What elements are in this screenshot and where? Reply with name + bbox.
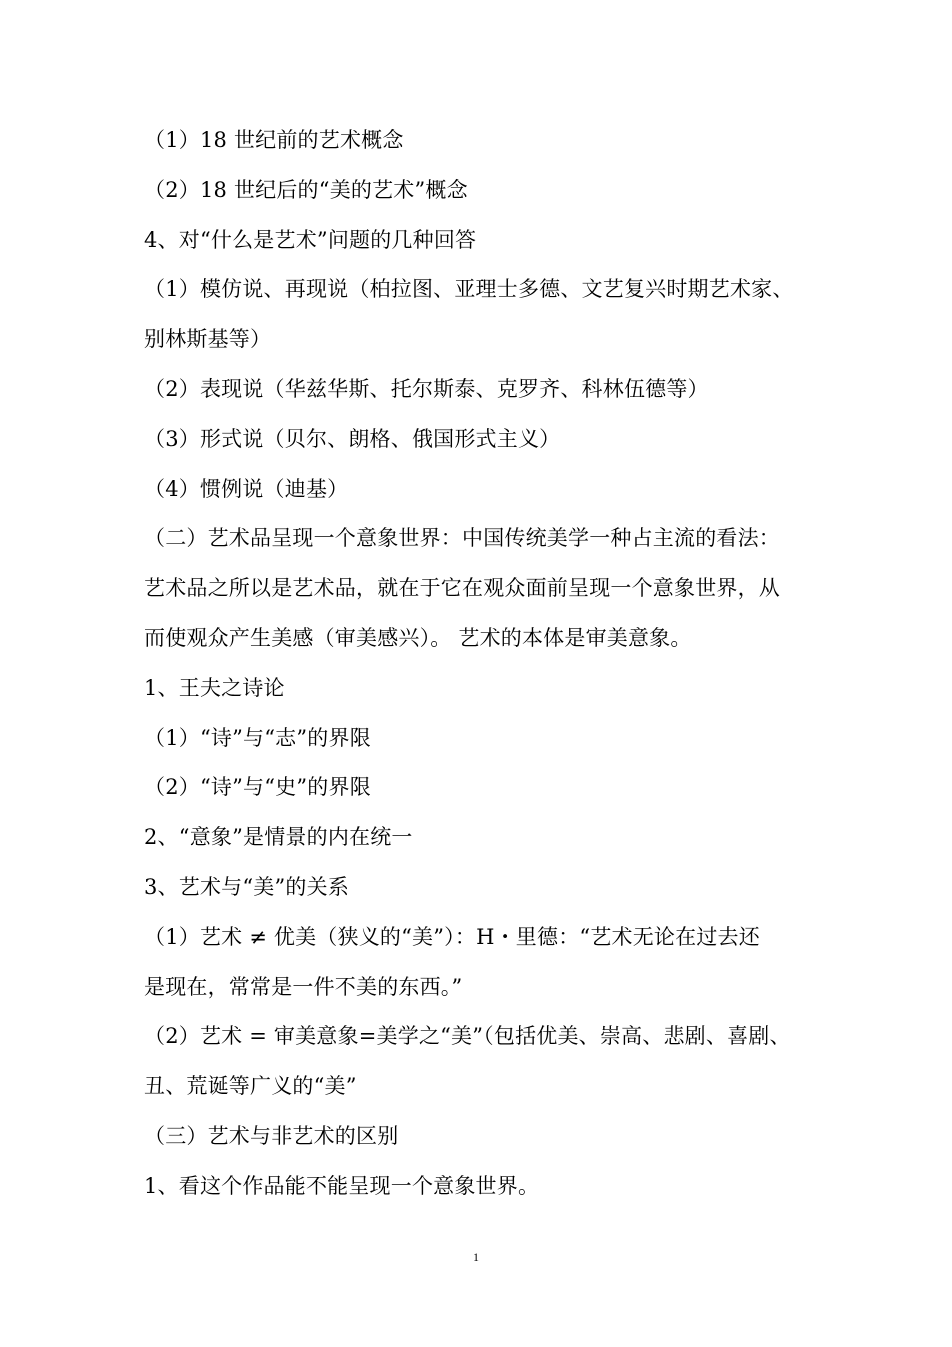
text-line: （2）“诗”与“史”的界限 xyxy=(144,775,371,800)
text-line: （1）艺术 ≠ 优美（狭义的“美”）：H・里德：“艺术无论在过去还 xyxy=(144,924,760,949)
text-line: （三）艺术与非艺术的区别 xyxy=(144,1123,399,1148)
text-line: （1）“诗”与“志”的界限 xyxy=(144,725,371,750)
text-line: 别林斯基等） xyxy=(144,327,272,352)
text-line: 4、对“什么是艺术”问题的几种回答 xyxy=(144,227,477,252)
text-line: 是现在，常常是一件不美的东西。” xyxy=(144,974,463,999)
text-line: 1、王夫之诗论 xyxy=(144,675,285,700)
text-line: 丑、荒诞等广义的“美” xyxy=(144,1074,357,1099)
text-line: （二）艺术品呈现一个意象世界：中国传统美学一种占主流的看法： xyxy=(144,526,780,551)
text-line: （1）模仿说、再现说（柏拉图、亚理士多德、文艺复兴时期艺术家、 xyxy=(144,277,794,302)
text-line: （2）18 世纪后的“美的艺术”概念 xyxy=(144,177,468,202)
text-line: 2、“意象”是情景的内在统一 xyxy=(144,825,413,850)
text-line: （4）惯例说（迪基） xyxy=(144,476,349,501)
text-line: 3、艺术与“美”的关系 xyxy=(144,874,350,899)
text-line: （2）表现说（华兹华斯、托尔斯泰、克罗齐、科林伍德等） xyxy=(144,376,709,401)
text-line: （2）艺术 = 审美意象=美学之“美”（包括优美、崇高、悲剧、喜剧、 xyxy=(144,1024,791,1049)
text-line: 1、看这个作品能不能呈现一个意象世界。 xyxy=(144,1173,540,1198)
text-line: （1）18 世纪前的艺术概念 xyxy=(144,128,404,152)
text-line: （3）形式说（贝尔、朗格、俄国形式主义） xyxy=(144,426,561,451)
page-number: 1 xyxy=(473,1250,479,1264)
text-line: 艺术品之所以是艺术品，就在于它在观众面前呈现一个意象世界，从 xyxy=(144,576,780,601)
text-line: 而使观众产生美感（审美感兴）。 艺术的本体是审美意象。 xyxy=(144,625,692,650)
document-body xyxy=(144,116,816,1212)
